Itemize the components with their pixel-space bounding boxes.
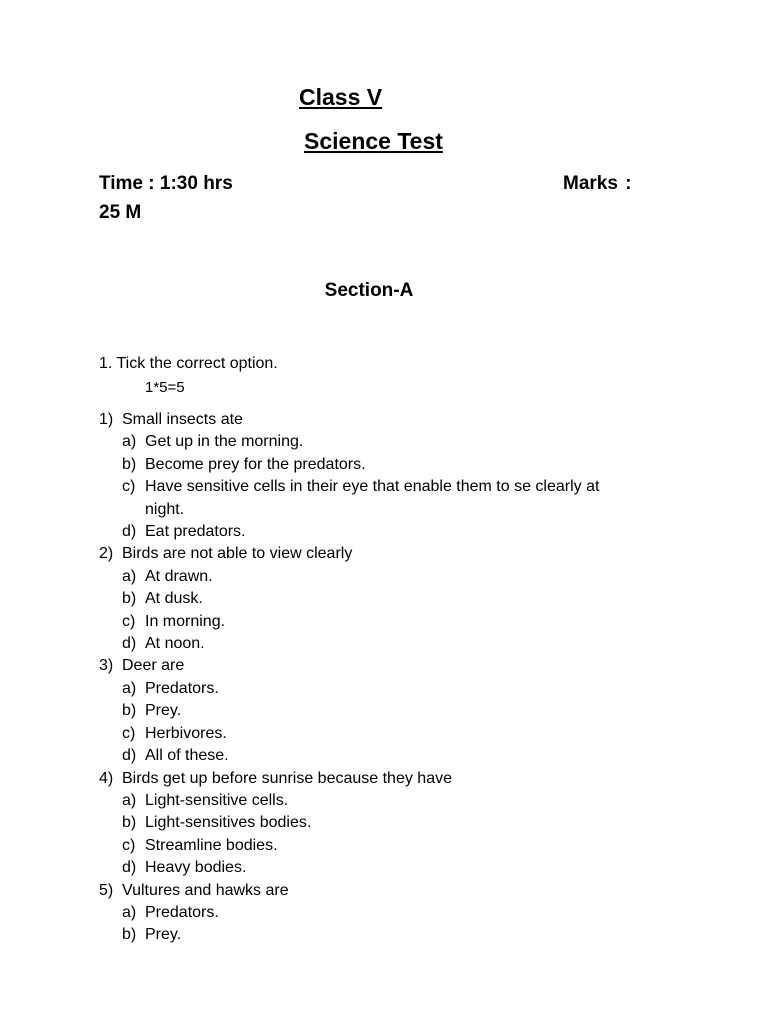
option-label: a) [122,433,137,451]
question-text: Vultures and hawks are [122,881,289,899]
option-label: a) [122,679,137,697]
answer-option [122,633,639,655]
question-list [99,409,639,947]
option-label: d) [122,635,137,653]
section-instruction: 1. Tick the correct option. [99,355,278,372]
option-text: Light-sensitives bodies. [145,814,312,832]
time-info: Time : 1:30 hrs [99,173,233,194]
score-formula: 1*5=5 [145,379,185,396]
question-number: 4) [99,769,114,787]
option-label: b) [122,926,137,944]
option-label: a) [122,903,137,921]
option-text: Streamline bodies. [145,836,278,854]
answer-option [122,790,639,812]
option-text: Prey. [145,926,182,944]
class-heading: Class V [299,84,383,110]
option-label: c) [122,478,136,496]
answer-option [122,521,639,543]
question-number: 1) [99,411,114,428]
question-number: 5) [99,881,114,899]
marks-label: Marks : [563,173,632,194]
answer-option [122,678,639,700]
option-label: a) [122,567,137,585]
option-label: d) [122,523,137,541]
question [99,409,639,431]
option-label: b) [122,702,137,720]
option-label: b) [122,814,137,832]
question-text: Small insects ate [122,411,243,428]
answer-option [122,857,639,879]
test-title: Science Test [304,128,443,154]
answer-option [122,835,639,857]
question-text: Birds get up before sunrise because they have [122,769,452,787]
option-label: c) [122,724,136,742]
option-label: c) [122,836,136,854]
option-label: d) [122,859,137,877]
answer-option [122,476,639,521]
answer-option [122,924,639,946]
answer-option [122,902,639,924]
question [99,880,639,902]
question [99,655,639,677]
section-heading: Section-A [324,280,414,301]
answer-option [122,723,639,745]
option-text: At drawn. [145,567,213,585]
answer-option [122,431,639,453]
option-text: Have sensitive cells in their eye that enable them to se clearly at night. [145,478,600,518]
option-label: d) [122,747,137,765]
option-text: Get up in the morning. [145,433,304,451]
option-text: All of these. [145,747,229,765]
option-text: Predators. [145,679,219,697]
option-text: Light-sensitive cells. [145,791,289,809]
question-text: Deer are [122,657,185,675]
option-text: Eat predators. [145,523,246,541]
option-label: b) [122,455,137,473]
option-text: In morning. [145,612,226,630]
question-number: 2) [99,545,114,563]
option-label: b) [122,590,137,608]
question [99,768,639,790]
question [99,543,639,565]
option-text: At noon. [145,635,205,653]
question-text: Birds are not able to view clearly [122,545,353,563]
question-number: 3) [99,657,114,675]
option-text: At dusk. [145,590,203,608]
option-text: Herbivores. [145,724,227,742]
option-text: Predators. [145,903,219,921]
answer-option [122,588,639,610]
option-text: Prey. [145,702,182,720]
marks-value: 25 M [99,202,142,223]
option-label: a) [122,791,137,809]
answer-option [122,745,639,767]
answer-option [122,812,639,834]
answer-option [122,700,639,722]
option-text: Become prey for the predators. [145,455,366,473]
answer-option [122,454,639,476]
option-text: Heavy bodies. [145,859,247,877]
answer-option [122,611,639,633]
answer-option [122,566,639,588]
option-label: c) [122,612,136,630]
